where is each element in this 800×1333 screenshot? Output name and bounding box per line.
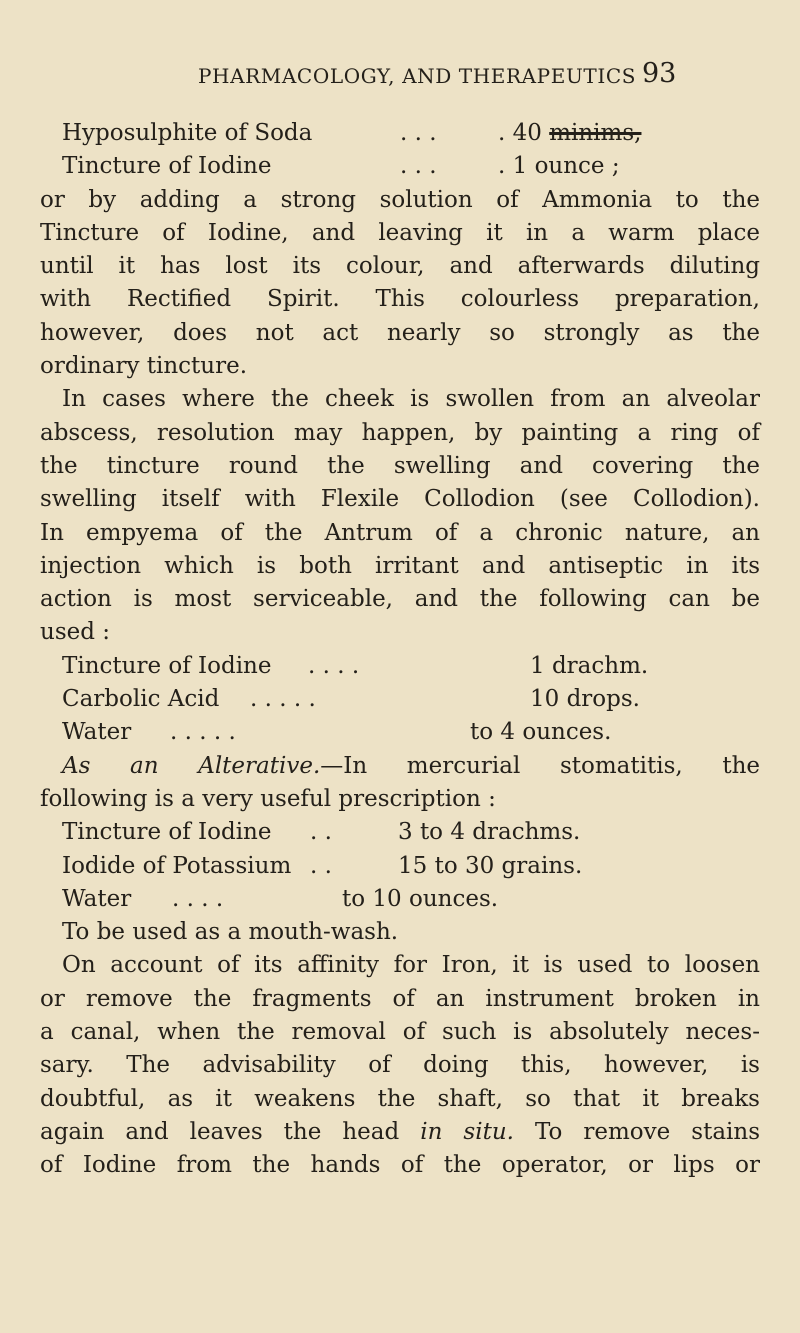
text-line: abscess, resolution may happen, by painting a ring of xyxy=(40,419,760,446)
text-line: action is most serviceable, and the following can be xyxy=(40,586,760,613)
struck-word: minims, xyxy=(549,120,642,146)
amount: 1 drachm. xyxy=(530,652,649,679)
amount: to 10 ounces. xyxy=(342,885,499,912)
amount: 10 drops. xyxy=(530,686,640,713)
body-text xyxy=(40,117,760,1183)
leader-dots: . . xyxy=(310,852,332,879)
ingredient: Water xyxy=(62,885,132,912)
recipe-line xyxy=(40,816,760,849)
text-line: following is a very useful prescription : xyxy=(40,785,496,812)
text-line: with Rectified Spirit. This colourless preparation, xyxy=(40,286,760,313)
ingredient: Water xyxy=(62,719,132,746)
leader-dots: . . . . . xyxy=(250,686,316,713)
leader-dots: . . . xyxy=(400,120,437,146)
page-number: 93 xyxy=(642,58,677,89)
text-line: the tincture round the swelling and covering the xyxy=(40,452,760,479)
ingredient: Tincture of Iodine xyxy=(62,153,272,180)
text-line: a canal, when the removal of such is absolutely neces- xyxy=(40,1019,760,1046)
leader-dots: . . . . xyxy=(172,885,224,912)
text-line: until it has lost its colour, and afterwards diluting xyxy=(40,253,760,280)
text-line: however, does not act nearly so strongly as the xyxy=(40,319,760,346)
text-line: of Iodine from the hands of the operator, or lips or xyxy=(40,1152,760,1179)
text-line xyxy=(40,750,760,783)
recipe-line xyxy=(40,650,760,683)
ingredient: Tincture of Iodine xyxy=(62,652,272,679)
leader-dots: . . xyxy=(310,819,332,846)
text-span: —In mercurial stomatitis, the xyxy=(320,752,760,779)
recipe-line xyxy=(40,117,760,150)
amount: . 40 minims, xyxy=(498,120,642,146)
leader-dots: . . . . xyxy=(308,652,360,679)
instruction-line: To be used as a mouth-wash. xyxy=(62,919,399,946)
recipe-line xyxy=(40,150,760,183)
text-line: ordinary tincture. xyxy=(40,353,248,380)
text-line: or remove the fragments of an instrument broken in xyxy=(40,985,760,1012)
text-line: Tincture of Iodine, and leaving it in a warm place xyxy=(40,219,760,246)
ingredient: Iodide of Potassium xyxy=(62,852,292,879)
text-line: On account of its affinity for Iron, it is used to loosen xyxy=(62,952,760,979)
text-line xyxy=(40,1116,760,1149)
ingredient: Carbolic Acid xyxy=(62,686,220,713)
amount: 3 to 4 drachms. xyxy=(398,819,581,846)
text-line: swelling itself with Flexile Collodion (see Collodion). xyxy=(40,486,760,513)
recipe-line xyxy=(40,683,760,716)
page-header xyxy=(0,58,800,102)
running-title: PHARMACOLOGY, AND THERAPEUTICS xyxy=(198,64,637,88)
text-line: used : xyxy=(40,619,111,646)
ingredient: Tincture of Iodine xyxy=(62,819,272,846)
ingredient: Hyposulphite of Soda xyxy=(62,120,313,146)
italic-heading: As an Alterative. xyxy=(62,752,321,779)
recipe-line xyxy=(40,716,760,749)
text-span: again and leaves the head xyxy=(40,1118,400,1145)
recipe-line xyxy=(40,850,760,883)
italic-phrase: in situ. xyxy=(420,1118,514,1145)
text-line: In cases where the cheek is swollen from an alveolar xyxy=(62,386,760,413)
text-line: injection which is both irritant and antiseptic in its xyxy=(40,552,760,579)
amount: . 1 ounce ; xyxy=(498,153,620,180)
text-line: or by adding a strong solution of Ammonia to the xyxy=(40,186,760,213)
leader-dots: . . . xyxy=(400,153,437,180)
amount: to 4 ounces. xyxy=(470,719,612,746)
leader-dots: . . . . . xyxy=(170,719,236,746)
text-span: To remove stains xyxy=(513,1118,761,1145)
text-line: sary. The advisability of doing this, however, is xyxy=(40,1052,760,1079)
recipe-line xyxy=(40,883,760,916)
text-line: In empyema of the Antrum of a chronic nature, an xyxy=(40,519,760,546)
text-line: doubtful, as it weakens the shaft, so that it breaks xyxy=(40,1085,760,1112)
amount: 15 to 30 grains. xyxy=(398,852,583,879)
